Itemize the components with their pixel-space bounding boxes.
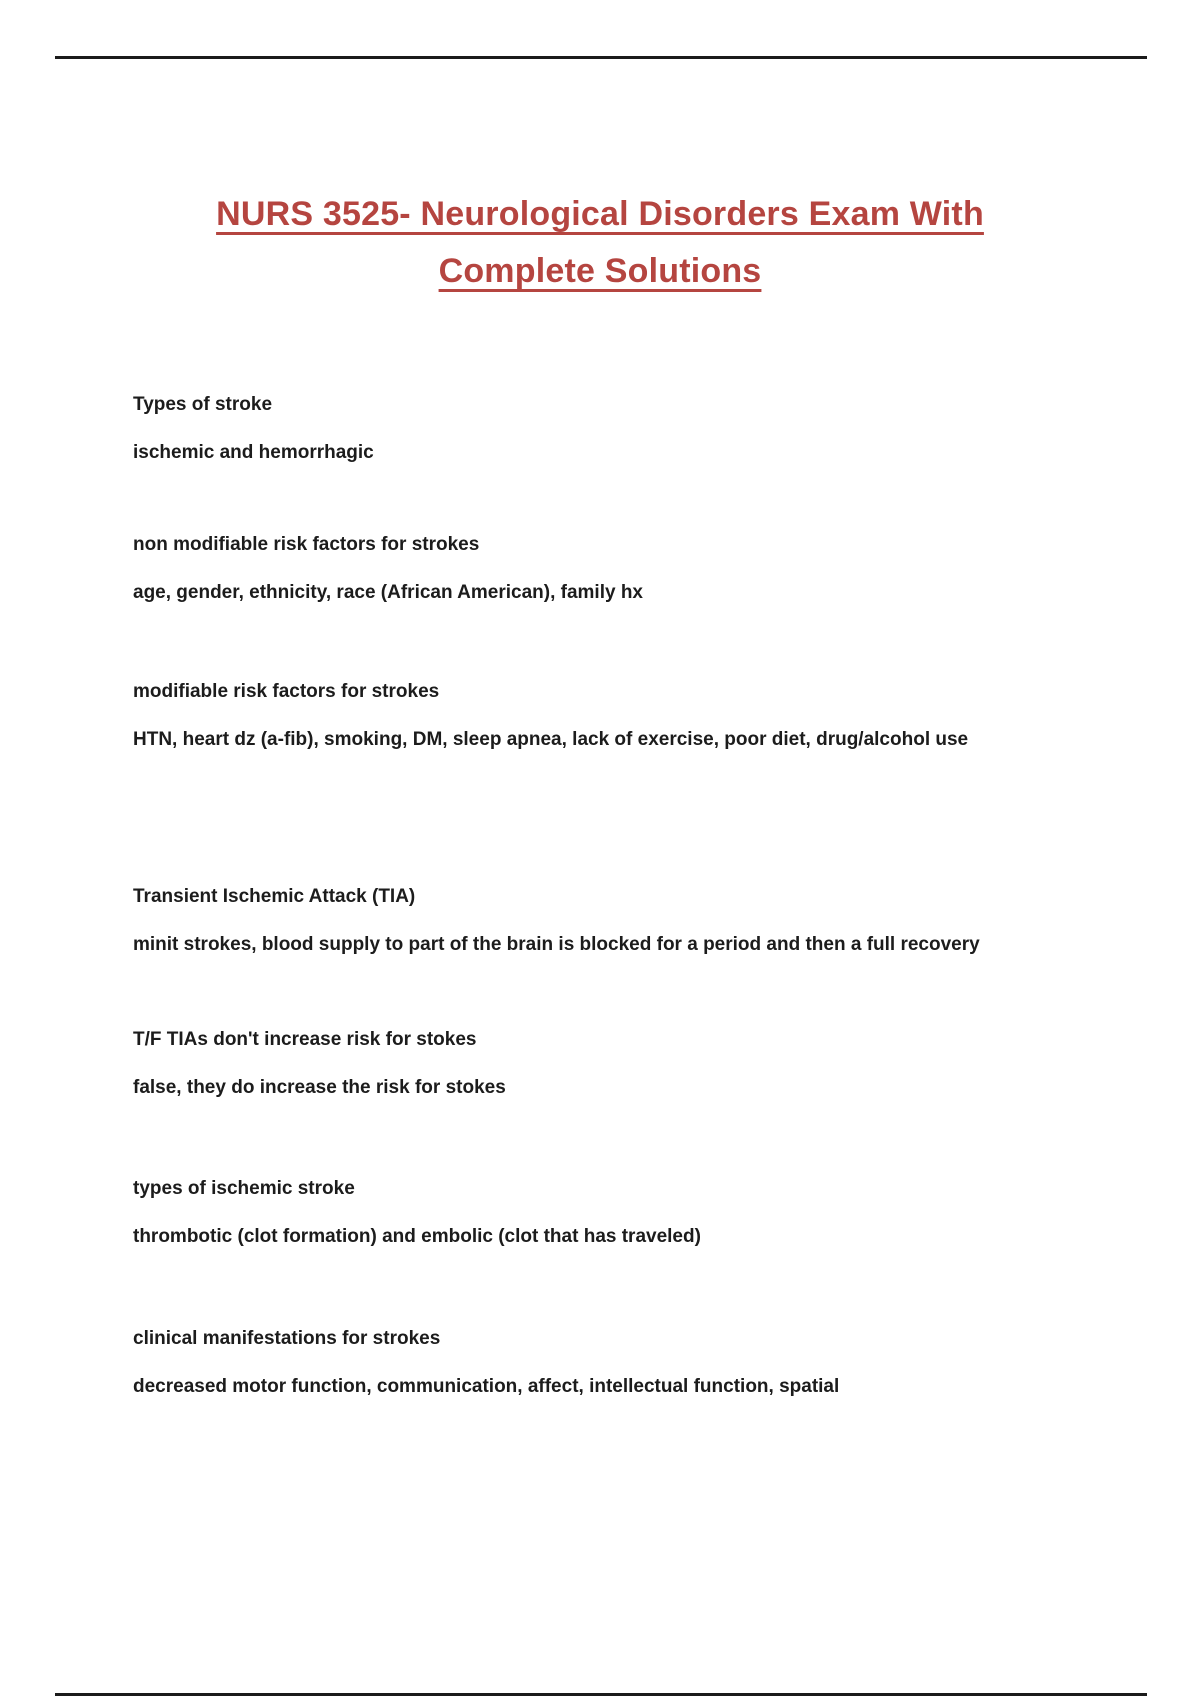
question-text: non modifiable risk factors for strokes [133, 534, 480, 555]
question-text: Transient Ischemic Attack (TIA) [133, 886, 416, 907]
qa-block [133, 530, 1053, 608]
qa-block [133, 1025, 1053, 1103]
answer-text: ischemic and hemorrhagic [133, 442, 374, 463]
answer-text: decreased motor function, communication, affect, intellectual function, spatial [133, 1376, 840, 1397]
qa-list [133, 390, 1053, 1402]
answer-text: minit strokes, blood supply to part of the brain is blocked for a period and then a full recovery [133, 934, 980, 955]
answer-text: false, they do increase the risk for stokes [133, 1077, 506, 1098]
bottom-border-rule [55, 1693, 1147, 1696]
title-line-1: NURS 3525- Neurological Disorders Exam With [216, 195, 984, 233]
question-text: modifiable risk factors for strokes [133, 681, 440, 702]
document-title [0, 0, 1200, 300]
qa-block [133, 882, 1053, 960]
qa-block [133, 1174, 1053, 1252]
qa-block [133, 677, 1053, 755]
title-line-2: Complete Solutions [438, 252, 762, 290]
qa-block [133, 1324, 1053, 1402]
question-text: T/F TIAs don't increase risk for stokes [133, 1029, 477, 1050]
answer-text: thrombotic (clot formation) and embolic (clot that has traveled) [133, 1226, 701, 1247]
qa-block [133, 390, 1053, 468]
answer-text: age, gender, ethnicity, race (African American), family hx [133, 582, 644, 603]
question-text: clinical manifestations for strokes [133, 1328, 441, 1349]
top-border-rule [55, 56, 1147, 59]
question-text: Types of stroke [133, 394, 273, 415]
question-text: types of ischemic stroke [133, 1178, 355, 1199]
answer-text: HTN, heart dz (a-fib), smoking, DM, sleep apnea, lack of exercise, poor diet, drug/alcohol use [133, 729, 969, 750]
